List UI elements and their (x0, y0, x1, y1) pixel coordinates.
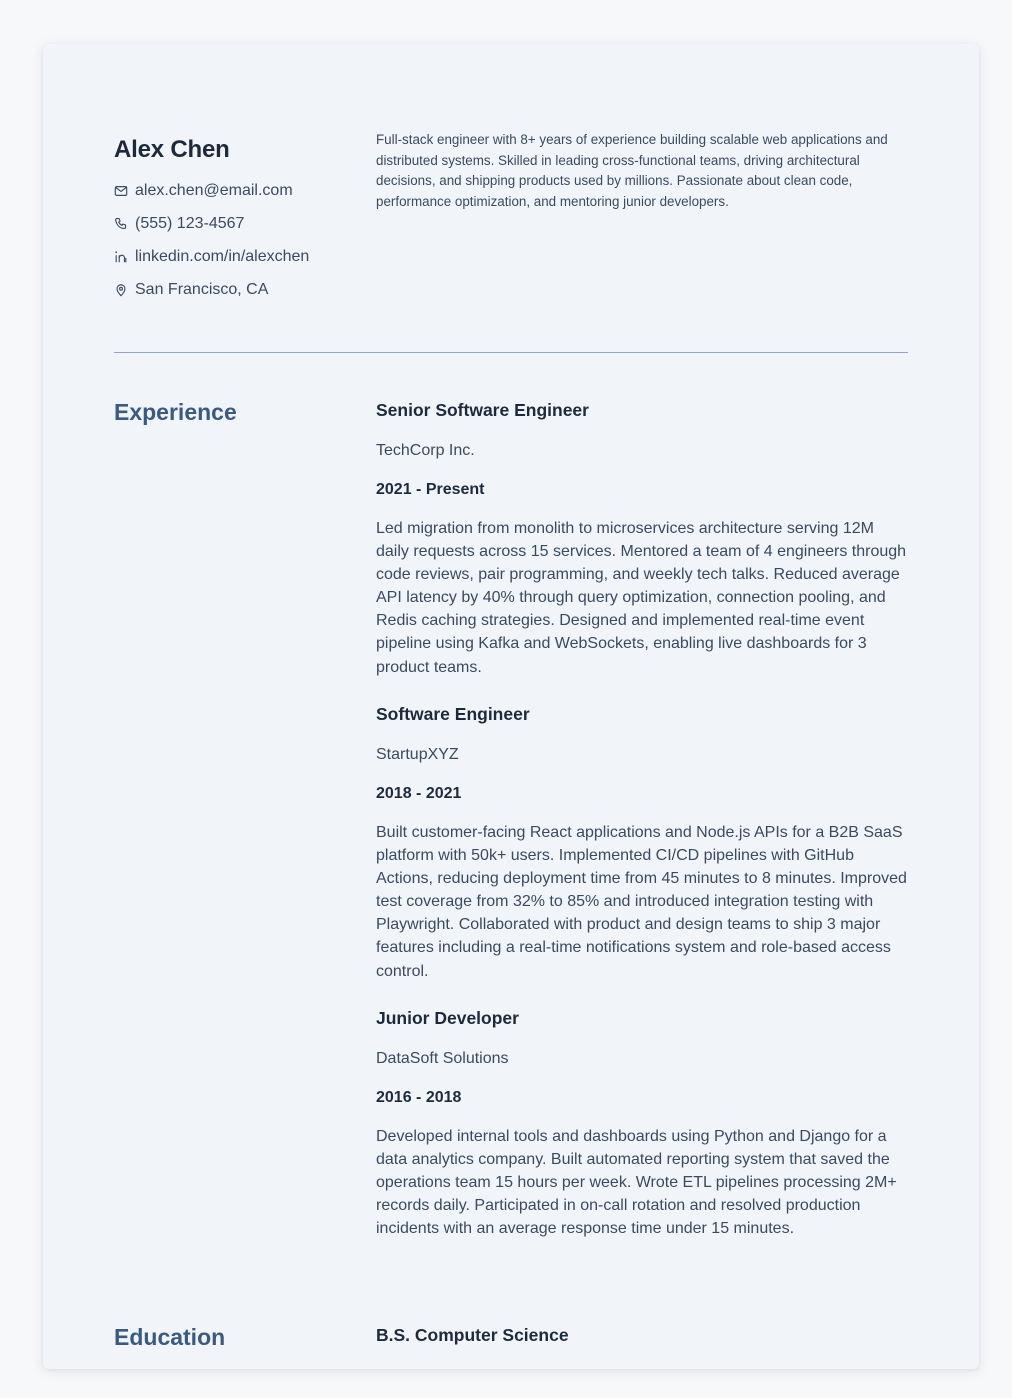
candidate-name: Alex Chen (114, 136, 230, 163)
resume-page (43, 44, 979, 1369)
email-text: alex.chen@email.com (135, 181, 293, 199)
job-description: Developed internal tools and dashboards using Python and Django for a data analytics company. Built automated reporting system that saved the operations team 15 hours per week. Wrote ETL pipelines processing 2M+ records daily. Participated in on-call rotation and resolved production incidents with an average response time under 15 minutes. (376, 1128, 897, 1238)
job-title: Senior Software Engineer (376, 400, 589, 420)
mail-icon (114, 184, 128, 198)
contact-location (114, 273, 309, 306)
section-divider (114, 352, 908, 353)
job-title: Software Engineer (376, 704, 530, 724)
education-degree: B.S. Computer Science (376, 1325, 569, 1345)
job-description: Led migration from monolith to microservices architecture serving 12M daily requests across 15 services. Mentored a team of 4 engineers through code reviews, pair programming, and weekly tech talks. Reduced average API latency by 40% through query optimization, connection pooling, and Redis caching strategies. Designed and implemented real-time event pipeline using Kafka and WebSockets, enabling live dashboards for 3 product teams. (376, 520, 907, 676)
experience-heading: Experience (114, 399, 237, 425)
job-entry (376, 399, 910, 679)
contact-phone (114, 207, 309, 240)
job-title: Junior Developer (376, 1008, 519, 1028)
contact-list (114, 174, 309, 306)
contact-linkedin (114, 240, 309, 273)
job-company: DataSoft Solutions (376, 1050, 509, 1067)
resume-header (114, 130, 908, 310)
job-company: StartupXYZ (376, 746, 459, 763)
job-dates: 2018 - 2021 (376, 785, 462, 802)
education-heading: Education (114, 1324, 226, 1350)
professional-summary: Full-stack engineer with 8+ years of experience building scalable web applications and distributed systems. Skilled in leading cross-functional teams, driving architectural decisions, and shipping products used by millions. Passionate about clean code, performance optimization, and mentoring junior developers. (376, 132, 888, 209)
contact-email (114, 174, 309, 207)
job-entry (376, 703, 910, 983)
job-entry (376, 1007, 910, 1240)
location-text: San Francisco, CA (135, 280, 269, 298)
job-dates: 2016 - 2018 (376, 1089, 462, 1106)
map-pin-icon (114, 283, 128, 297)
linkedin-text: linkedin.com/in/alexchen (135, 247, 310, 265)
job-company: TechCorp Inc. (376, 442, 475, 459)
job-dates: 2021 - Present (376, 481, 485, 498)
job-description: Built customer-facing React applications and Node.js APIs for a B2B SaaS platform with 50k+ users. Implemented CI/CD pipelines with GitHub Actions, reducing deployment time from 45 minutes to 8 minutes. Improved test coverage from 32% to 85% and introduced integration testing with Playwright. Collaborated with product and design teams to ship 3 major features including a real-time notifications system and role-based access control. (376, 824, 907, 980)
phone-text: (555) 123-4567 (135, 214, 245, 232)
phone-icon (114, 217, 128, 231)
linkedin-icon (114, 250, 128, 264)
